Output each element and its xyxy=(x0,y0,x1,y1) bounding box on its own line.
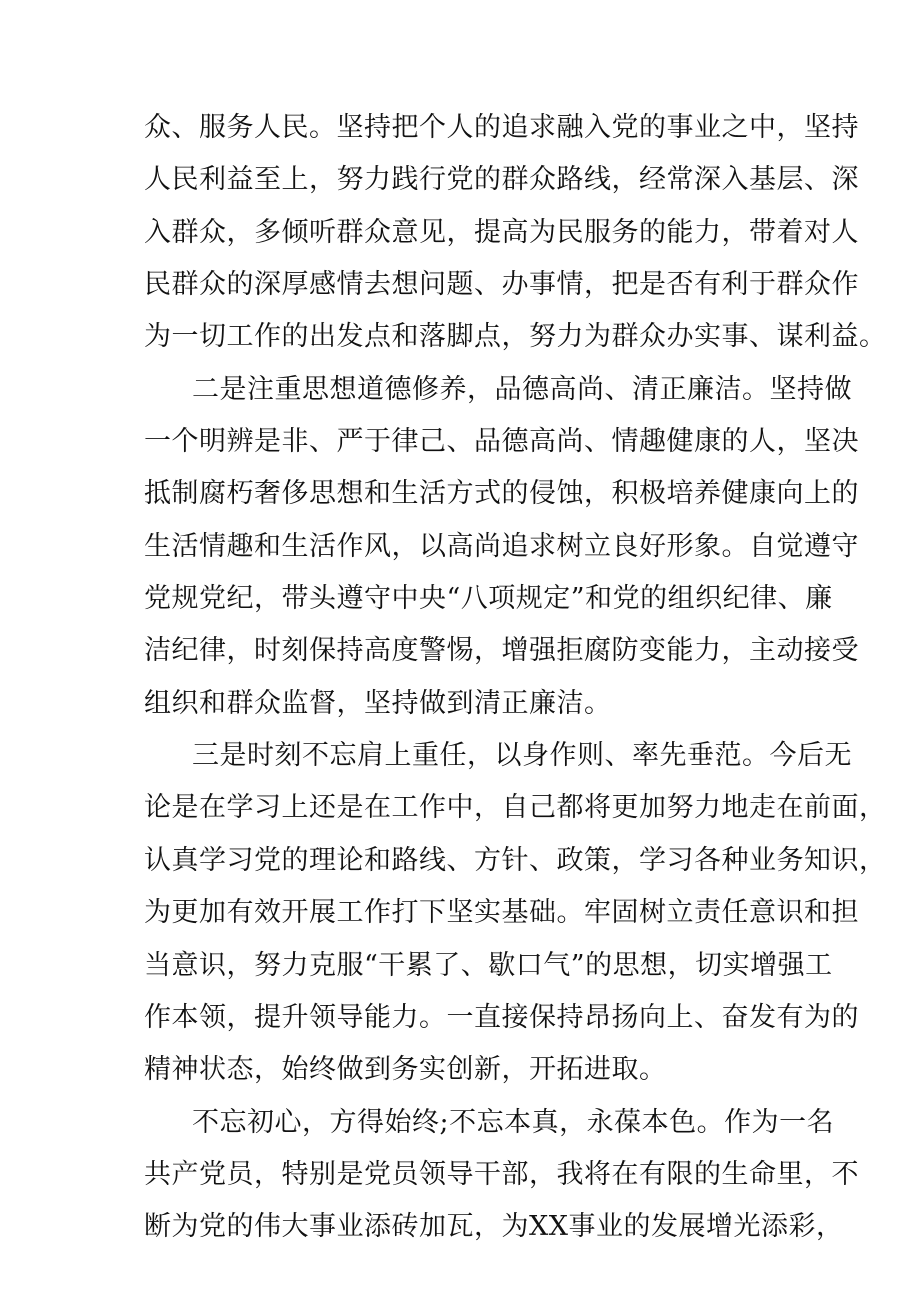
text-line: 生活情趣和生活作风，以高尚追求树立良好形象。自觉遵守 xyxy=(144,530,859,562)
text-line: 人民利益至上，努力践行党的群众路线，经常深入基层、深 xyxy=(144,164,859,196)
text-line: 党规党纪，带头遵守中央“八项规定”和党的组织纪律、廉 xyxy=(144,583,833,615)
text-line: 作本领，提升领导能力。一直接保持昂扬向上、奋发有为的 xyxy=(144,1001,859,1033)
text-line: 为更加有效开展工作打下坚实基础。牢固树立责任意识和担 xyxy=(144,897,859,929)
text-line: 断为党的伟大事业添砖加瓦，为XX事业的发展增光添彩， xyxy=(144,1211,844,1243)
body-text xyxy=(144,102,887,1254)
text-line: 论是在学习上还是在工作中，自己都将更加努力地走在前面， xyxy=(144,792,887,824)
paragraph-first-line: 二是注重思想道德修养，品德高尚、清正廉洁。坚持做 xyxy=(192,373,852,405)
text-line: 当意识，努力克服“干累了、歇口气”的思想，切实增强工 xyxy=(144,949,833,981)
paragraph-first-line: 不忘初心，方得始终;不忘本真，永葆本色。作为一名 xyxy=(192,1106,835,1138)
text-line: 入群众，多倾听群众意见，提高为民服务的能力，带着对人 xyxy=(144,216,859,248)
paragraph-last-line: 组织和群众监督，坚持做到清正廉洁。 xyxy=(144,687,612,719)
text-line: 为一切工作的出发点和落脚点，努力为群众办实事、谋利益。 xyxy=(144,321,887,353)
paragraph-last-line: 精神状态，始终做到务实创新，开拓进取。 xyxy=(144,1054,667,1086)
text-line: 众、服务人民。坚持把个人的追求融入党的事业之中，坚持 xyxy=(144,112,859,143)
text-line: 民群众的深厚感情去想问题、办事情，把是否有利于群众作 xyxy=(144,269,859,301)
text-line: 共产党员，特别是党员领导干部，我将在有限的生命里，不 xyxy=(144,1158,859,1190)
paragraph-first-line: 三是时刻不忘肩上重任，以身作则、率先垂范。今后无 xyxy=(192,740,852,772)
text-line: 洁纪律，时刻保持高度警惕，增强拒腐防变能力，主动接受 xyxy=(144,635,859,667)
text-line: 认真学习党的理论和路线、方针、政策，学习各种业务知识， xyxy=(144,844,887,876)
text-line: 一个明辨是非、严于律己、品德高尚、情趣健康的人，坚决 xyxy=(144,426,859,458)
text-line: 抵制腐朽奢侈思想和生活方式的侵蚀，积极培养健康向上的 xyxy=(144,478,859,510)
